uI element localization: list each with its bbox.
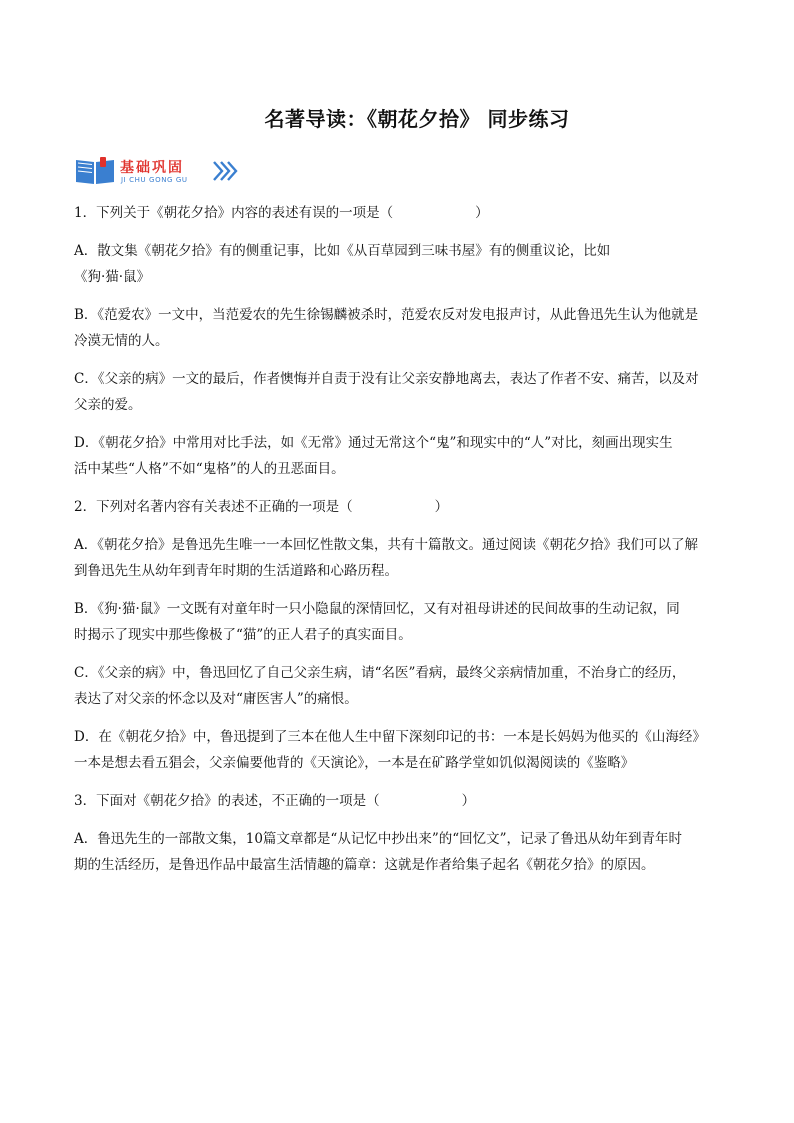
section-banner xyxy=(74,156,244,188)
section-label: 基础巩固 xyxy=(120,160,184,176)
question-list xyxy=(74,200,722,890)
question-stem: 1．下列关于《朝花夕拾》内容的表述有误的一项是（ ） xyxy=(74,205,489,221)
page-title: 名著导读：《朝花夕拾》 同步练习 xyxy=(264,107,570,131)
option-c: C．《父亲的病》中，鲁迅回忆了自己父亲生病，请“名医”看病，最终父亲病情加重，不治身亡的经历， 表达了对父亲的怀念以及对“庸医害人”的痛恨。 xyxy=(74,665,686,707)
question-stem: 2．下列对名著内容有关表述不正确的一项是（ ） xyxy=(74,499,449,515)
option-d: D．《朝花夕拾》中常用对比手法，如《无常》通过无常这个“鬼”和现实中的“人”对比，刻画出现实生 活中某些“人格”不如“鬼格”的人的丑恶面目。 xyxy=(74,435,673,477)
book-icon xyxy=(74,156,116,186)
option-b: B．《狗·猫·鼠》一文既有对童年时一只小隐鼠的深情回忆，又有对祖母讲述的民间故事的生动记叙，同 时揭示了现实中那些像极了“猫”的正人君子的真实面目。 xyxy=(74,601,680,643)
option-b: B．《范爱农》一文中，当范爱农的先生徐锡麟被杀时，范爱农反对发电报声讨，从此鲁迅先生认为他就是 冷漠无情的人。 xyxy=(74,307,699,349)
section-pinyin: JI CHU GONG GU xyxy=(121,176,188,184)
chevrons-right-icon xyxy=(212,160,238,182)
option-a: A．《朝花夕拾》是鲁迅先生唯一一本回忆性散文集，共有十篇散文。通过阅读《朝花夕拾》我们可以了解 到鲁迅先生从幼年到青年时期的生活道路和心路历程。 xyxy=(74,537,698,579)
option-d: D．在《朝花夕拾》中，鲁迅提到了三本在他人生中留下深刻印记的书：一本是长妈妈为他买的《山海经》 一本是想去看五猖会，父亲偏要他背的《天演论》，一本是在矿路学堂如饥似渴阅读的《鉴略》 xyxy=(74,729,706,771)
option-a: A．散文集《朝花夕拾》有的侧重记事，比如《从百草园到三味书屋》有的侧重议论，比如 《狗·猫·鼠》 xyxy=(74,243,611,285)
question-stem: 3．下面对《朝花夕拾》的表述，不正确的一项是（ ） xyxy=(74,793,476,809)
option-a: A．鲁迅先生的一部散文集，10篇文章都是“从记忆中抄出来”的“回忆文”，记录了鲁迅从幼年到青年时 期的生活经历，是鲁迅作品中最富生活情趣的篇章：这就是作者给集子起名《朝花夕拾》的原因。 xyxy=(74,831,683,873)
option-c: C．《父亲的病》一文的最后，作者懊悔并自责于没有让父亲安静地离去，表达了作者不安、痛苦，以及对 父亲的爱。 xyxy=(74,371,699,413)
